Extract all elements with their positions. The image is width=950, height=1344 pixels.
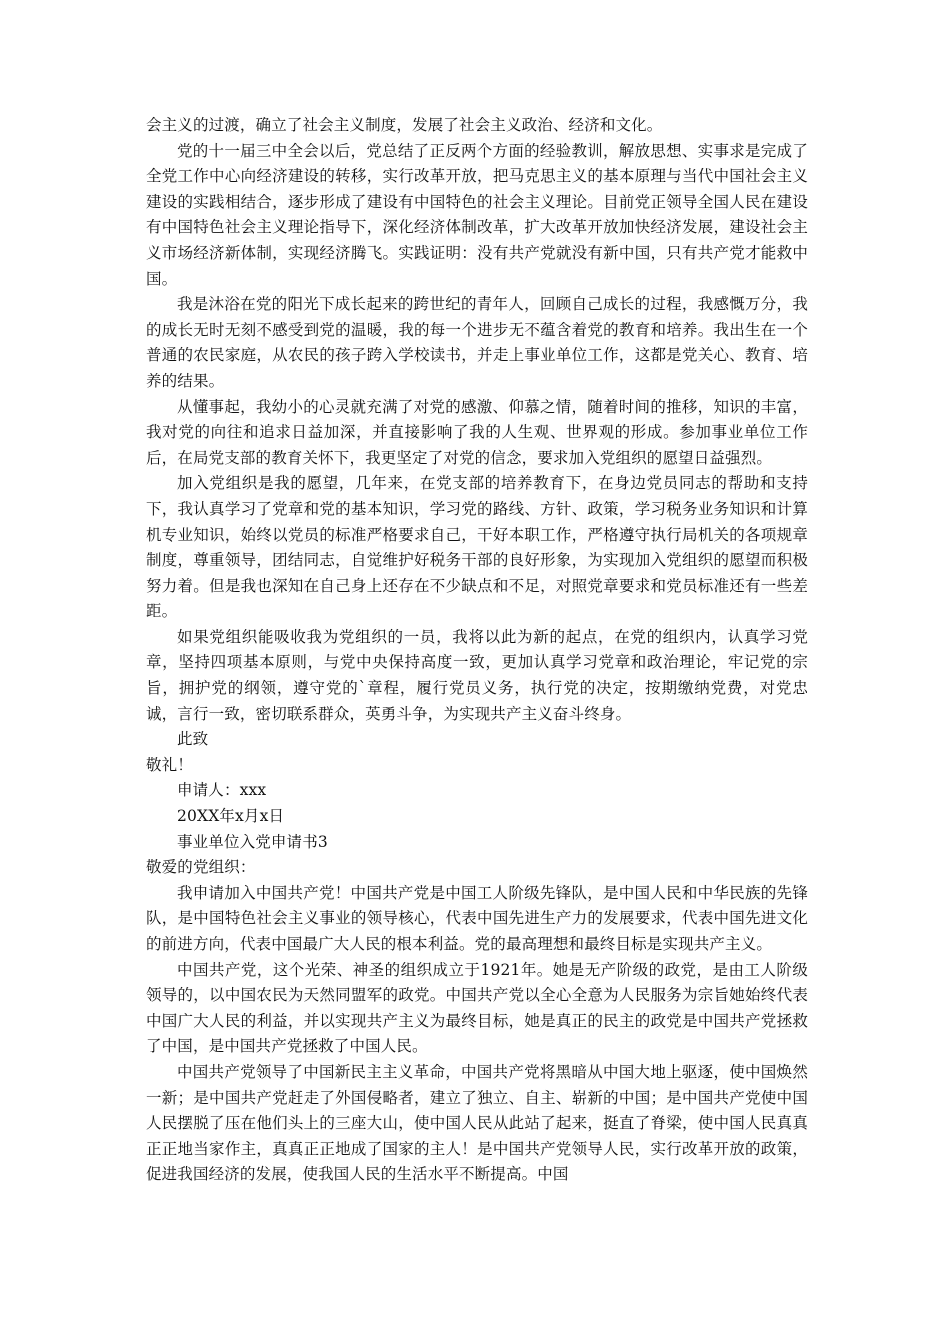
- closing-jingli: 敬礼！: [146, 755, 193, 774]
- paragraph-application: 我申请加入中国共产党！中国共产党是中国工人阶级先锋队，是中国人民和中华民族的先锋队，是中国特色社会主义事业的领导核心，代表中国先进生产力的发展要求，代表中国先进文化的前进方向，代表中国最广大人民的根本利益。党的最高理想和最终目标是实现共产主义。: [146, 883, 808, 953]
- closing-cizhi: 此致: [177, 730, 209, 749]
- section-title: 事业单位入党申请书3: [177, 832, 328, 851]
- paragraph-reform: 党的十一届三中全会以后，党总结了正反两个方面的经验教训，解放思想、实事求是完成了全党工作中心向经济建设的转移，实行改革开放，把马克思主义的基本原理与当代中国社会主义建设的实践相结合，逐步形成了建设有中国特色的社会主义理论。目前党正领导全国人民在建设有中国特色社会主义理论指导下，深化经济体制改革，扩大改革开放加快经济发展，建设社会主义市场经济新体制，实现经济腾飞。实践证明：没有共产党就没有新中国，只有共产党才能救中国。: [146, 141, 808, 288]
- paragraph-growth: 我是沐浴在党的阳光下成长起来的跨世纪的青年人，回顾自己成长的过程，我感慨万分，我的成长无时无刻不感受到党的温暖，我的每一个进步无不蕴含着党的教育和培养。我出生在一个普通的农民家庭，从农民的孩子跨入学校读书，并走上事业单位工作，这都是党关心、教育、培养的结果。: [146, 295, 808, 390]
- paragraph-pledge: 如果党组织能吸收我为党组织的一员，我将以此为新的起点，在党的组织内，认真学习党章，坚持四项基本原则，与党中央保持高度一致，更加认真学习党章和政治理论，牢记党的宗旨，拥护党的纲领，遵守党的`章程，履行党员义务，执行党的决定，按期缴纳党费，对党忠诚，言行一致，密切联系群众，英勇斗争，为实现共产主义奋斗终身。: [146, 627, 808, 723]
- document-body: [146, 113, 808, 1188]
- paragraph-revolution: 中国共产党领导了中国新民主主义革命，中国共产党将黑暗从中国大地上驱逐，使中国焕然一新；是中国共产党赶走了外国侵略者，建立了独立、自主、崭新的中国；是中国共产党使中国人民摆脱了压在他们头上的三座大山，使中国人民从此站了起来，挺直了脊梁，使中国人民真真正正地当家作主，真真正正地成了国家的主人！是中国共产党领导人民，实行改革开放的政策，促进我国经济的发展，使我国人民的生活水平不断提高。中国: [146, 1062, 808, 1184]
- paragraph-continuation: 会主义的过渡，确立了社会主义制度，发展了社会主义政治、经济和文化。: [146, 116, 663, 134]
- salutation: 敬爱的党组织：: [146, 858, 256, 877]
- paragraph-party-history: 中国共产党，这个光荣、神圣的组织成立于1921年。她是无产阶级的政党，是由工人阶级领导的，以中国农民为天然同盟军的政党。中国共产党以全心全意为人民服务为宗旨她始终代表中国广大人民的利益，并以实现共产主义为最终目标，她是真正的民主的政党是中国共产党拯救了中国，是中国共产党拯救了中国人民。: [146, 960, 808, 1056]
- paragraph-aspiration: 从懂事起，我幼小的心灵就充满了对党的感激、仰慕之情，随着时间的推移，知识的丰富，我对党的向往和追求日益加深，并直接影响了我的人生观、世界观的形成。参加事业单位工作后，在局党支部的教育关怀下，我更坚定了对党的信念，要求加入党组织的愿望日益强烈。: [146, 397, 808, 467]
- paragraph-study: 加入党组织是我的愿望，几年来，在党支部的培养教育下，在身边党员同志的帮助和支持下，我认真学习了党章和党的基本知识，学习党的路线、方针、政策，学习税务业务知识和计算机专业知识，始终以党员的标准严格要求自己，干好本职工作，严格遵守执行局机关的各项规章制度，尊重领导，团结同志，自觉维护好税务干部的良好形象，为实现加入党组织的愿望而积极努力着。但是我也深知在自己身上还存在不少缺点和不足，对照党章要求和党员标准还有一些差距。: [146, 474, 808, 621]
- applicant-line: 申请人：xxx: [177, 781, 267, 800]
- date-line: 20XX年x月x日: [177, 807, 285, 826]
